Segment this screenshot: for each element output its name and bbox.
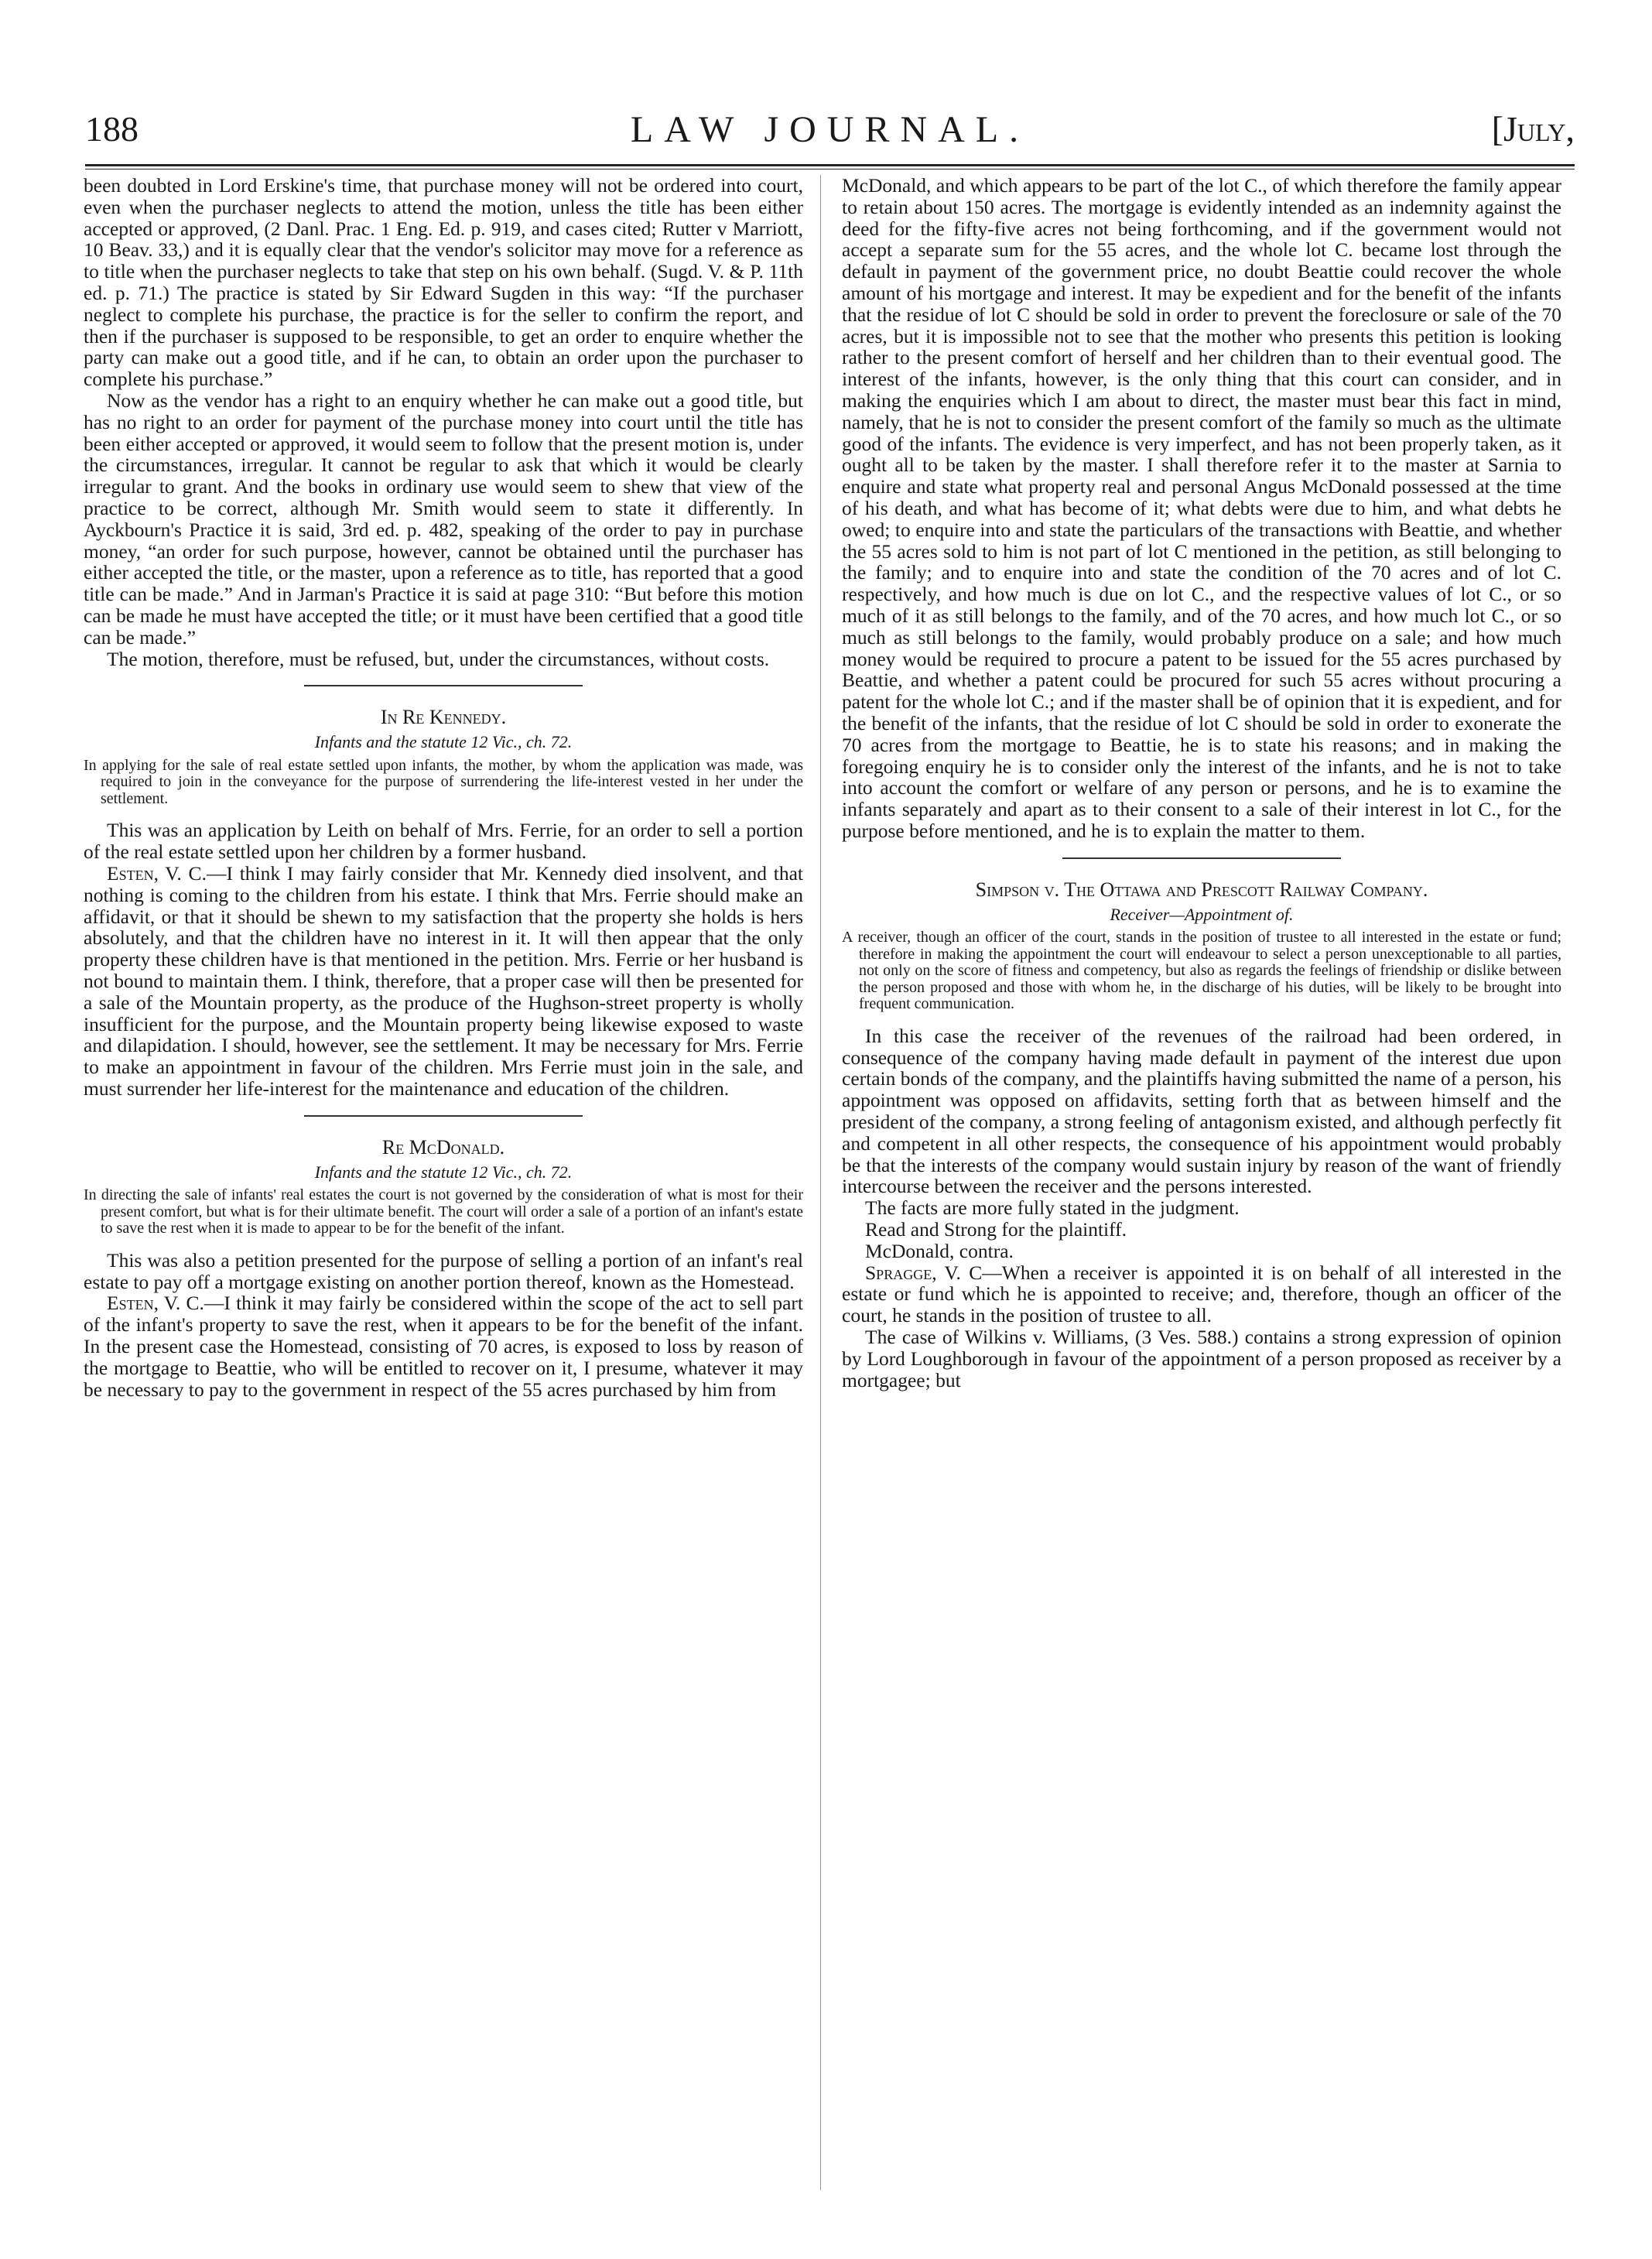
paragraph: The motion, therefore, must be refused, but, under the circumstances, without costs. xyxy=(107,647,770,670)
issue-month: [July, xyxy=(1491,109,1575,149)
paragraph: been doubted in Lord Erskine's time, that purchase money will not be ordered into court, even when the purchaser neglects to attend the motion, unless the title has been either accepted or approved, (2 Danl. Prac. 1 Eng. Ed. p. 919, and cases cited; Rutter v Marriott, 10 Beav. 33,) and it is equally clear that the vendor's solicitor may move for a reference as to title when the purchaser neglects to take that step on his own behalf. (Sugd. V. & P. 11th ed. p. 71.) The practice is stated by Sir Edward Sugden in this way: “If the purchaser neglect to complete his purchase, the practice is for the seller to confirm the report, and then if the purchaser is supposed to be responsible, to get an order to enquire whether the party can make out a good title, and if he can, to obtain an order upon the purchaser to complete his purchase.” xyxy=(84,174,803,391)
header-rule xyxy=(85,164,1575,169)
case-title: Re McDonald. xyxy=(381,1135,505,1159)
judgment-text: —I think it may fairly be considered within the scope of the act to sell part of the infant's property to save the rest, when it appears to be for the benefit of the infant. In the present case the Homestead, consisting of 70 acres, is exposed to loss by reason of the mortgage to Beattie, who will be entitled to recover on it, I presume, whatever it may be necessary to pay to the government in respect of the 55 acres purchased by him from xyxy=(84,1292,803,1401)
judge-name: Spragge, V. C xyxy=(865,1261,983,1284)
paragraph: This was an application by Leith on behalf of Mrs. Ferrie, for an order to sell a portion of the real estate settled upon her children by a former husband. xyxy=(84,819,803,864)
column-divider xyxy=(820,175,821,2190)
paragraph: The case of Wilkins v. Williams, (3 Ves. 588.) contains a strong expression of opinion by Lord Loughborough in favour of the appointment of a person proposed as receiver by a mortgagee; but xyxy=(842,1325,1561,1391)
paragraph: McDonald, contra. xyxy=(865,1239,1014,1262)
paragraph: Now as the vendor has a right to an enquiry whether he can make out a good title, but has no right to an order for payment of the purchase money into court until the title has been either accepted or approved, it would seem to follow that the present motion is, under the circumstances, irregular. It cannot be regular to ask that which it would be clearly irregular to grant. And the books in ordinary use would seem to shew that view of the practice to be correct, although Mr. Smith would seem to state it differently. In Ayckbourn's Practice it is said, 3rd ed. p. 482, speaking of the order to pay in purchase money, “an order for such purpose, however, cannot be obtained until the purchaser has either accepted the title, or the master, upon a reference as to title, has reported that a good title can be made.” And in Jarman's Practice it is said at page 310: “But before this motion can be made he must have accepted the title; or it must have been certified that a good title can be made.” xyxy=(84,388,803,649)
page-number: 188 xyxy=(85,109,139,149)
paragraph xyxy=(84,863,803,1100)
left-column xyxy=(84,175,803,1400)
judge-name: Esten, V. C. xyxy=(107,862,207,885)
case-headnote: In applying for the sale of real estate settled upon infants, the mother, by whom the application was made, was required to join in the conveyance for the purpose of surrendering the life-interest vested in her under the settlement. xyxy=(84,756,803,807)
case-subtitle: Infants and the statute 12 Vic., ch. 72. xyxy=(314,1162,573,1182)
journal-title: LAW JOURNAL. xyxy=(630,109,1030,150)
paragraph: McDonald, and which appears to be part of the lot C., of which therefore the family appear to retain about 150 acres. The mortgage is evidently intended as an indemnity against the deed for the fifty-five acres not being forthcoming, and if the government would not accept a separate sum for the 55 acres, and the whole lot C. became lost through the default in payment of the government price, no doubt Beattie could recover the whole amount of his mortgage and interest. It may be expedient and for the benefit of the infants that the residue of lot C should be sold in order to prevent the foreclosure or sale of the 70 acres, but it is impossible not to see that the mother who presents this petition is looking rather to the present comfort of herself and her children than to their eventual good. The interest of the infants, however, is the only thing that this court can consider, and in making the enquiries which I am about to direct, the master must bear this fact in mind, namely, that he is not to consider the present comfort of the family so much as the ultimate good of the infants. The evidence is very imperfect, and has not been properly taken, as it ought all to be taken by the master. I shall therefore refer it to the master at Sarnia to enquire and state what property real and personal Angus McDonald possessed at the time of his death, and what has become of it; what debts were due to him, and what debts he owed; to enquire into and state the particulars of the transactions with Beattie, and whether the 55 acres sold to him is not part of lot C mentioned in the petition, as still belonging to the family; and to enquire into and state the condition of the 70 acres and of lot C. respectively, and how much is due on lot C., and the respective values of lot C., or so much of it as still belongs to the family, and of the 70 acres, and how much lot C., or so much as still belongs to the family, would probably produce on a sale; and how much money would be required to procure a patent to be issued for the 55 acres purchased by Beattie, and whether a patent could be procured for such 55 acres without procuring a patent for the whole lot C.; and if the master shall be of opinion that it is expedient, and for the benefit of the infants, that the residue of lot C should be sold in order to exonerate the 70 acres from the mortgage to Beattie, he is to state his reasons; and in making the foregoing enquiry he is to consider only the interest of the infants, and he is not to take into account the comfort or welfare of any person or persons, and he is to examine the infants separately and apart as to their consent to a sale of their interest in lot C., for the purpose before mentioned, and he is to explain the matter to them. xyxy=(842,174,1561,842)
case-subtitle: Receiver—Appointment of. xyxy=(1110,904,1294,924)
paragraph xyxy=(842,1262,1561,1326)
case-headnote: In directing the sale of infants' real estates the court is not governed by the consideration of what is most for their present comfort, but what is for their ultimate benefit. The court will order a sale of a portion of an infant's estate to save the rest when it is made to appear to be for the benefit of the infant. xyxy=(84,1186,803,1237)
section-separator xyxy=(304,1115,583,1117)
paragraph: The facts are more fully stated in the judgment. xyxy=(865,1196,1240,1220)
section-separator xyxy=(304,685,583,686)
paragraph: In this case the receiver of the revenues of the railroad had been ordered, in consequence of the company having made default in payment of the interest due upon certain bonds of the company, and the plaintiffs having submitted the name of a person, his appointment was opposed on affidavits, setting forth that as between himself and the president of the company, a strong feeling of antagonism existed, and although perfectly fit and competent in all other respects, the consequence of his appointment would probably be that the interests of the company would sustain injury by reason of the want of friendly intercourse between the receiver and the persons interested. xyxy=(842,1024,1561,1198)
judgment-text: —When a receiver is appointed it is on behalf of all interested in the estate or fund which he is appointed to receive; and, therefore, though an officer of the court, he stands in the position of trustee to all. xyxy=(842,1261,1561,1327)
right-column xyxy=(842,175,1561,1391)
paragraph: Read and Strong for the plaintiff. xyxy=(865,1217,1127,1241)
judge-name: Esten, V. C. xyxy=(107,1292,204,1315)
page-header xyxy=(85,108,1575,163)
case-headnote: A receiver, though an officer of the court, stands in the position of trustee to all interested in the estate or fund; therefore in making the appointment the court will endeavour to select a person unexceptionable to all parties, not only on the score of fitness and competency, but also as regards the feelings of friendship or dislike between the person proposed and those with whom he, in the discharge of his duties, will be likely to be brought into frequent communication. xyxy=(842,929,1561,1013)
judgment-text: —I think I may fairly consider that Mr. Kennedy died insolvent, and that nothing is coming to the children from his estate. I think that Mrs. Ferrie should make an affidavit, or that it should be shewn to my satisfaction that the property she holds is hers absolutely, and that the children have no interest in it. It will then appear that the only property these children have is that mentioned in the petition. Mrs. Ferrie or her husband is not bound to maintain them. I think, therefore, that a proper case will then be presented for a sale of the Mountain property, as the produce of the Hughson-street property is wholly insufficient for the purpose, and the Mountain property being likewise exposed to waste and dilapidation. I should, however, see the settlement. It may be necessary for Mrs. Ferrie to make an appointment in favour of the children. Mrs Ferrie must join in the sale, and must surrender her life-interest for the maintenance and education of the children. xyxy=(84,862,803,1100)
case-title: In Re Kennedy. xyxy=(380,706,507,729)
section-separator xyxy=(1062,857,1341,859)
case-title: Simpson v. The Ottawa and Prescott Railway Company. xyxy=(975,878,1428,901)
case-subtitle: Infants and the statute 12 Vic., ch. 72. xyxy=(314,732,573,752)
paragraph xyxy=(84,1292,803,1400)
paragraph: This was also a petition presented for the purpose of selling a portion of an infant's real estate to pay off a mortgage existing on another portion thereof, known as the Homestead. xyxy=(84,1248,803,1293)
